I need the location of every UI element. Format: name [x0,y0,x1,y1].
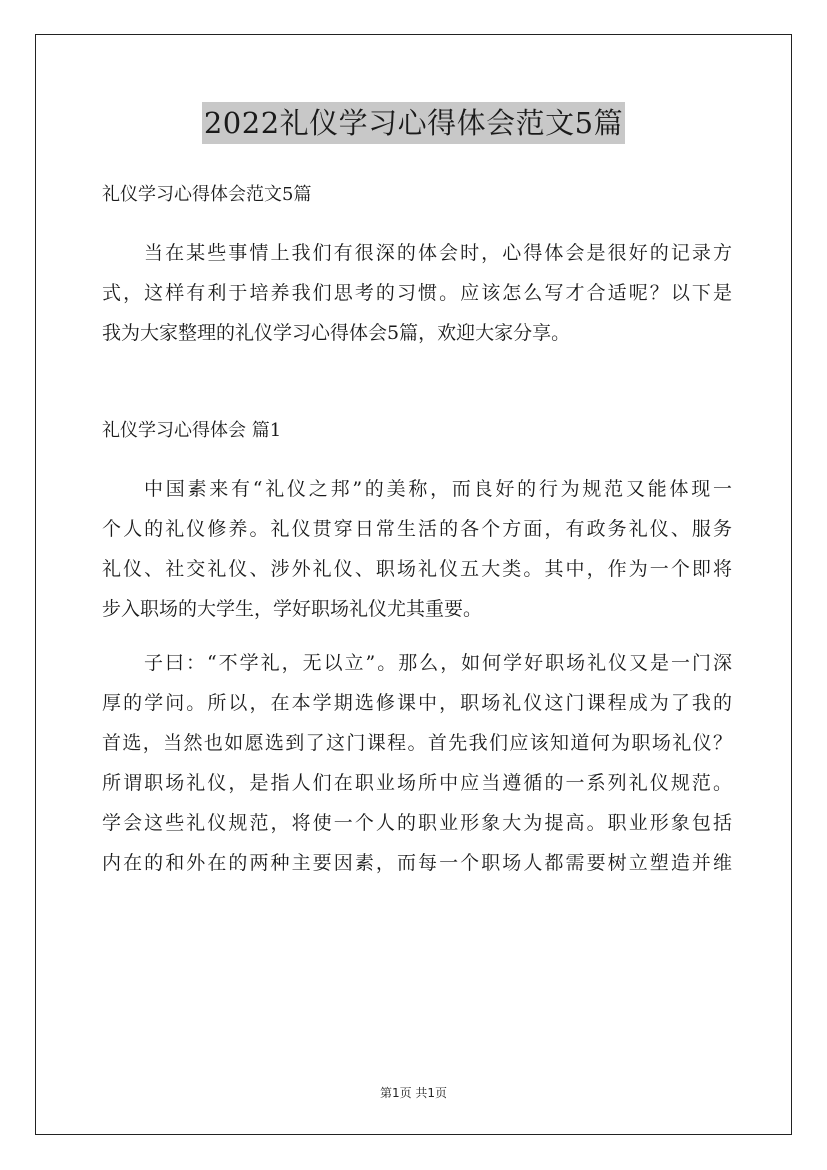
document-title: 2022礼仪学习心得体会范文5篇 [202,102,625,144]
document-subtitle: 礼仪学习心得体会范文5篇 [102,184,312,205]
paragraph-line: 中国素来有“礼仪之邦”的美称，而良好的行为规范又能体现一 [144,478,732,500]
intro-paragraph [102,233,732,353]
paragraph-line: 当在某些事情上我们有很深的体会时，心得体会是很好的记录方 [144,242,732,264]
paragraph-line: 厚的学问。所以，在本学期选修课中，职场礼仪这门课程成为了我的 [102,692,732,714]
paragraph-line: 礼仪、社交礼仪、涉外礼仪、职场礼仪五大类。其中，作为一个即将 [102,558,732,580]
paragraph-line: 个人的礼仪修养。礼仪贯穿日常生活的各个方面，有政务礼仪、服务 [102,518,732,540]
paragraph-line: 首选，当然也如愿选到了这门课程。首先我们应该知道何为职场礼仪？ [102,732,732,754]
paragraph-line: 所谓职场礼仪，是指人们在职业场所中应当遵循的一系列礼仪规范。 [102,772,732,794]
paragraph-line: 我为大家整理的礼仪学习心得体会5篇，欢迎大家分享。 [102,322,571,344]
paragraph-line: 学会这些礼仪规范，将使一个人的职业形象大为提高。职业形象包括 [102,812,732,834]
section-heading: 礼仪学习心得体会 篇1 [102,420,282,441]
paragraph-line: 子曰：“不学礼，无以立”。那么，如何学好职场礼仪又是一门深 [144,652,732,674]
page-footer: 第1页 共1页 [379,1086,448,1100]
section1-paragraph-1 [102,469,732,629]
paragraph-line: 式，这样有利于培养我们思考的习惯。应该怎么写才合适呢？以下是 [102,282,732,304]
paragraph-line: 步入职场的大学生，学好职场礼仪尤其重要。 [102,598,483,620]
paragraph-line: 内在的和外在的两种主要因素，而每一个职场人都需要树立塑造并维 [102,852,732,874]
document-body [102,175,732,883]
section1-paragraph-2 [102,643,732,883]
title-container [0,102,827,144]
